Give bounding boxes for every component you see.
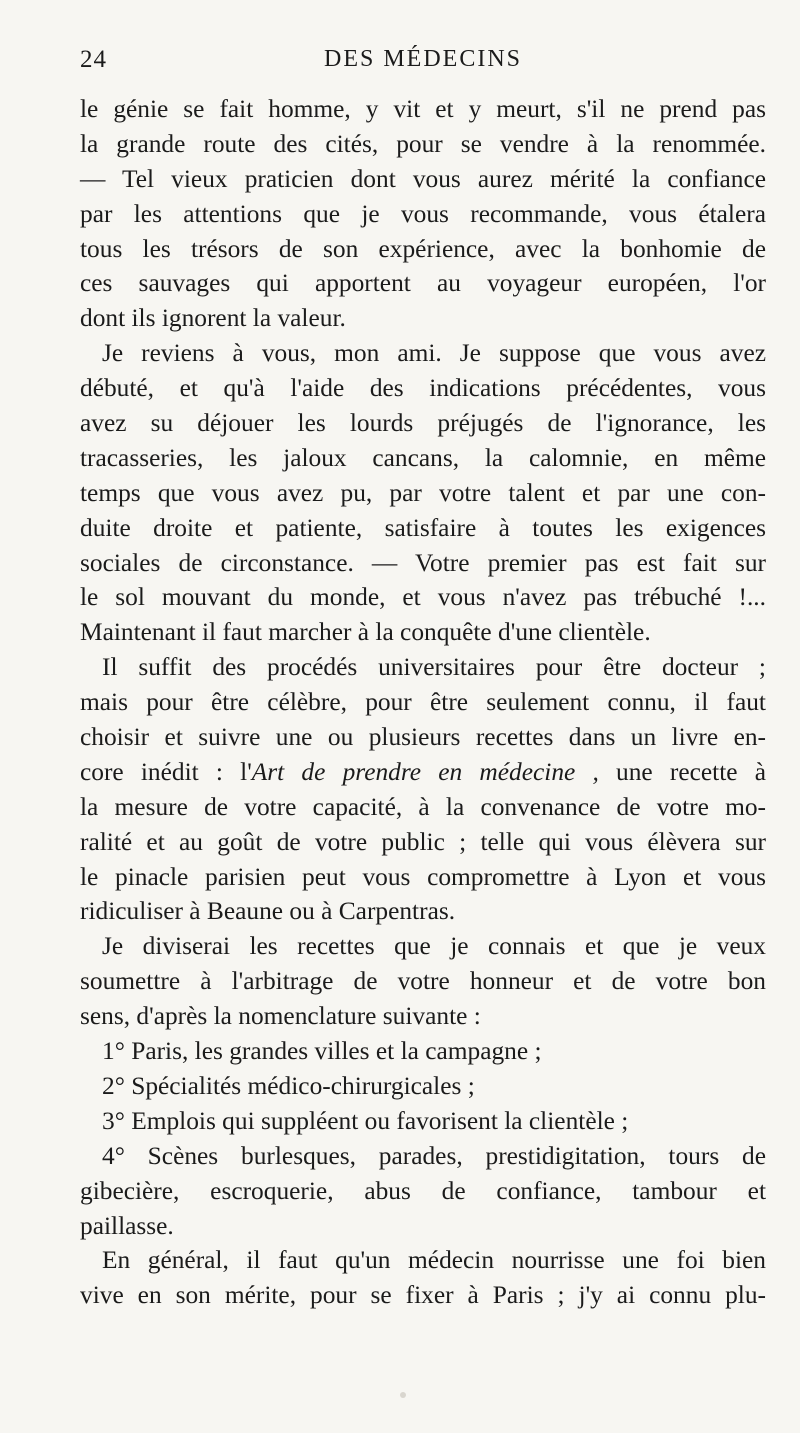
text-line: soumettre à l'arbitrage de votre honneur et de votre bon [80,967,766,996]
text-line: le sol mouvant du monde, et vous n'avez pas trébuché !... [80,583,766,612]
text-line: la grande route des cités, pour se vendre à la renommée. [80,129,766,158]
text-line: avez su déjouer les lourds préjugés de l'ignorance, les [80,409,766,438]
text-line: vive en son mérite, pour se fixer à Paris ; j'y ai connu plu- [80,1281,766,1310]
text-line: Je diviserai les recettes que je connais et que je veux [102,932,766,961]
text-line: Maintenant il faut marcher à la conquête d'une clientèle. [80,618,651,647]
text-line: ces sauvages qui apportent au voyageur européen, l'or [80,269,766,298]
book-page [80,46,766,1313]
text-line: le pinacle parisien peut vous compromettre à Lyon et vous [80,862,766,891]
text-line: sens, d'après la nomenclature suivante : [80,1002,481,1031]
text-line: — Tel vieux praticien dont vous aurez mérité la confiance [80,164,766,193]
text-line: Il suffit des procédés universitaires pour être docteur ; [102,653,766,682]
page-header [80,46,766,82]
text-fragment: une recette à [598,757,766,786]
text-fragment: core inédit : l' [80,757,252,786]
text-line: sociales de circonstance. — Votre premier pas est fait sur [80,548,766,577]
text-line: ridiculiser à Beaune ou à Carpentras. [80,897,456,926]
text-line: 2° Spécialités médico-chirurgicales ; [102,1071,475,1100]
text-line: la mesure de votre capacité, à la convenance de votre mo- [80,792,766,821]
text-line: dont ils ignorent la valeur. [80,304,346,333]
book-title-italic: Art de prendre en médecine , [251,757,599,786]
text-line: En général, il faut qu'un médecin nourrisse une foi bien [102,1246,766,1275]
text-line: 4° Scènes burlesques, parades, prestidigitation, tours de [102,1141,766,1170]
text-line [80,755,766,790]
text-line: temps que vous avez pu, par votre talent et par une con- [80,478,766,507]
text-line: 3° Emplois qui suppléent ou favorisent la clientèle ; [102,1106,629,1135]
text-line: paillasse. [80,1211,174,1240]
text-line: tous les trésors de son expérience, avec la bonhomie de [80,234,766,263]
text-line: débuté, et qu'à l'aide des indications précédentes, vous [80,374,766,403]
text-line: Je reviens à vous, mon ami. Je suppose que vous avez [102,339,766,368]
text-line: le génie se fait homme, y vit et y meurt, s'il ne prend pas [80,95,766,123]
running-title: DES MÉDECINS [323,46,522,72]
text-line: mais pour être célèbre, pour être seulement connu, il faut [80,688,766,717]
body-text [80,92,766,1313]
page-number: 24 [80,46,107,73]
text-line: duite droite et patiente, satisfaire à toutes les exigences [80,513,766,542]
text-line: choisir et suivre une ou plusieurs recettes dans un livre en- [80,723,766,752]
text-line: tracasseries, les jaloux cancans, la calomnie, en même [80,443,766,472]
text-line: par les attentions que je vous recommande, vous étalera [80,199,766,228]
text-line: ralité et au goût de votre public ; telle qui vous élèvera sur [80,827,766,856]
text-line: gibecière, escroquerie, abus de confiance, tambour et [80,1176,766,1205]
text-line: 1° Paris, les grandes villes et la campagne ; [102,1037,542,1066]
paper-speck [400,1392,406,1398]
